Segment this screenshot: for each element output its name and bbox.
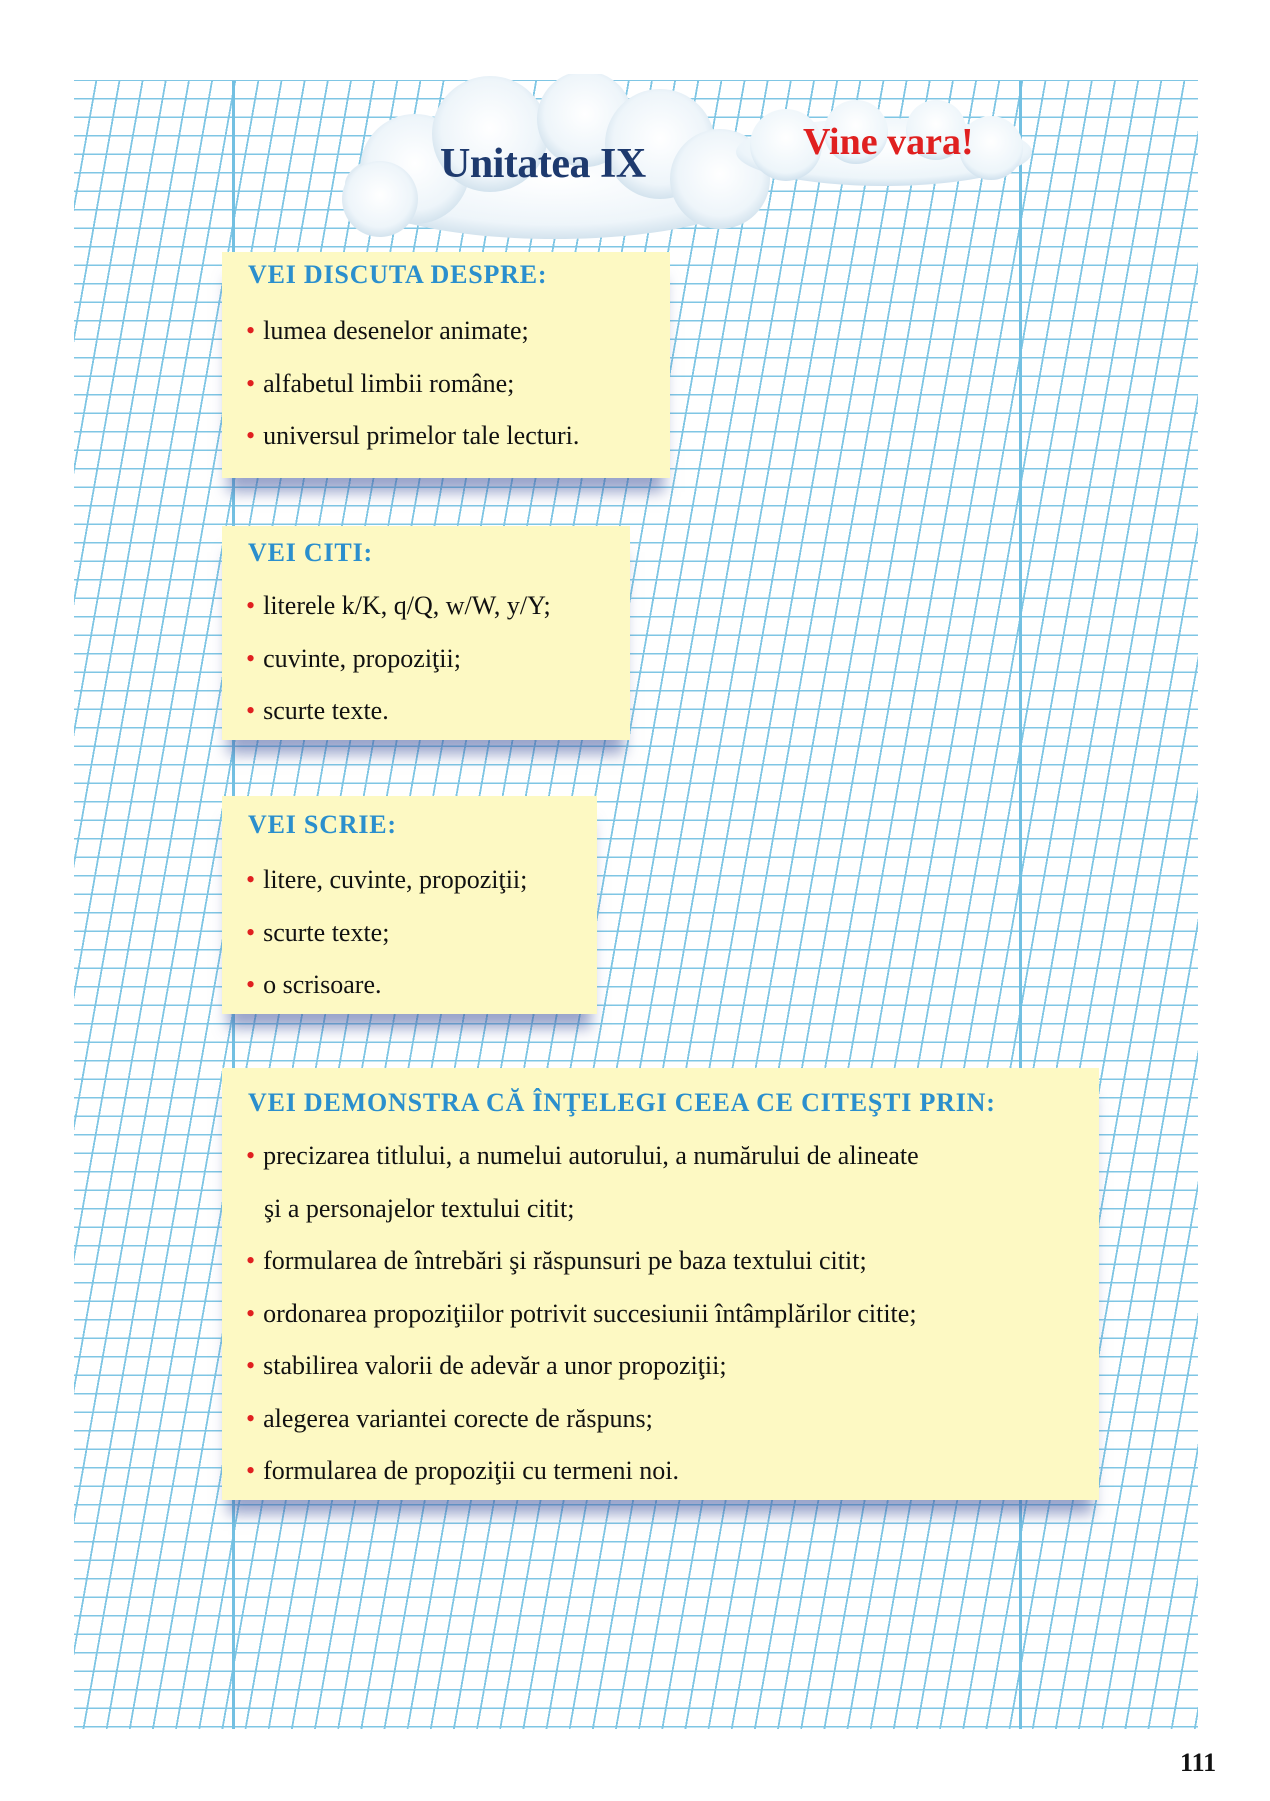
list-item: • cuvinte, propoziţii; — [246, 643, 461, 673]
note-heading: VEI CITI: — [248, 538, 373, 567]
bullet-icon: • — [246, 917, 256, 947]
list-item: • formularea de propoziţii cu termeni noi. — [246, 1456, 679, 1485]
bullet-icon: • — [246, 591, 256, 620]
bullet-icon: • — [246, 368, 256, 398]
bullet-icon: • — [246, 1351, 256, 1380]
list-item: • o scrisoare. — [246, 970, 382, 999]
bullet-icon: • — [246, 643, 256, 673]
note-heading: VEI DISCUTA DESPRE: — [248, 260, 548, 289]
note-write — [222, 796, 597, 1014]
list-item: • precizarea titlului, a numelui autorului, a numărului de alineate — [246, 1141, 919, 1170]
list-item: • lumea desenelor animate; — [246, 316, 529, 345]
list-item: • alegerea variantei corecte de răspuns; — [246, 1403, 653, 1433]
list-item: • universul primelor tale lecturi. — [246, 421, 580, 450]
note-discuss — [222, 252, 670, 478]
note-list — [246, 854, 527, 1012]
bullet-icon: • — [246, 1246, 256, 1275]
list-item: • alfabetul limbii române; — [246, 368, 515, 398]
unit-subtitle: Vine vara! — [803, 121, 974, 163]
bullet-icon: • — [246, 1141, 256, 1170]
note-demonstrate — [222, 1068, 1099, 1500]
list-item: • scurte texte; — [246, 917, 390, 947]
bullet-icon: • — [246, 970, 256, 999]
bullet-icon: • — [246, 1403, 256, 1433]
list-item: • litere, cuvinte, propoziţii; — [246, 865, 528, 894]
note-list — [246, 1130, 919, 1498]
note-read — [222, 526, 630, 740]
bullet-icon: • — [246, 696, 256, 725]
bullet-icon: • — [246, 316, 256, 345]
note-list — [246, 580, 551, 738]
list-item-continuation: şi a personajelor textului citit; — [264, 1193, 575, 1223]
list-item: • ordonarea propoziţiilor potrivit succesiunii întâmplărilor citite; — [246, 1298, 917, 1328]
bullet-icon: • — [246, 1456, 256, 1485]
note-list — [246, 305, 579, 463]
list-item: • literele k/K, q/Q, w/W, y/Y; — [246, 591, 551, 620]
note-heading: VEI DEMONSTRA CĂ ÎNŢELEGI CEEA CE CITEŞTI PRIN: — [248, 1088, 996, 1117]
unit-title: Unitatea IX — [440, 141, 646, 187]
bullet-icon: • — [246, 421, 256, 450]
page-number: 111 — [1180, 1748, 1217, 1777]
note-heading: VEI SCRIE: — [248, 810, 397, 839]
bullet-icon: • — [246, 865, 256, 894]
list-item: • scurte texte. — [246, 696, 389, 725]
list-item: • stabilirea valorii de adevăr a unor propoziţii; — [246, 1351, 727, 1380]
list-item: • formularea de întrebări şi răspunsuri pe baza textului citit; — [246, 1246, 867, 1275]
bullet-icon: • — [246, 1298, 256, 1328]
